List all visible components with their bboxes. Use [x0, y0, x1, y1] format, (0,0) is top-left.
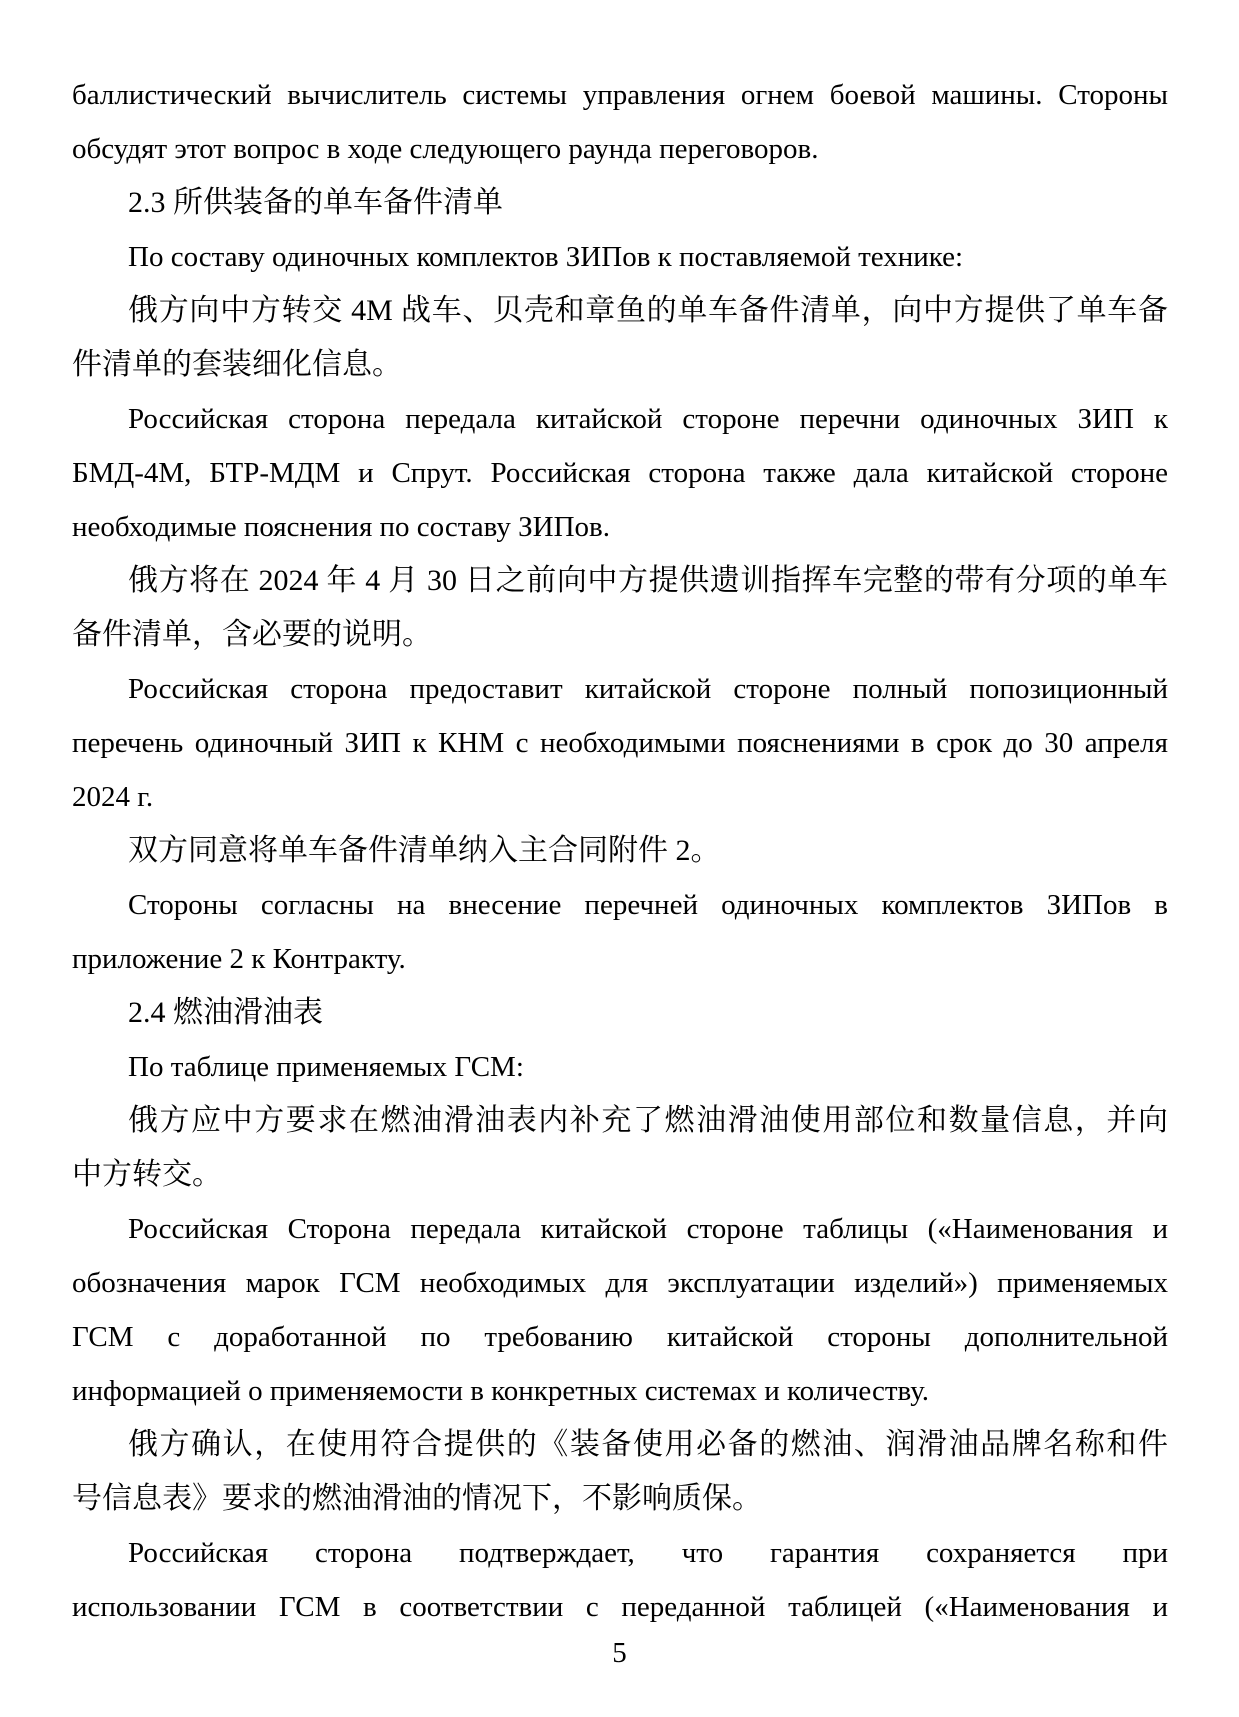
- text-line: обозначения марок ГСМ необходимых для эксплуатации изделий») применяемых: [72, 1267, 1168, 1299]
- text-line: 俄方向中方转交 4M 战车、贝壳和章鱼的单车备件清单，向中方提供了单车备: [128, 294, 1168, 327]
- text-line: 俄方应中方要求在燃油滑油表内补充了燃油滑油使用部位和数量信息，并向: [128, 1104, 1168, 1137]
- section-heading: 2.4 燃油滑油表: [128, 996, 323, 1029]
- text-line: необходимые пояснения по составу ЗИПов.: [72, 511, 610, 543]
- text-line: приложение 2 к Контракту.: [72, 943, 406, 975]
- text-line: информацией о применяемости в конкретных системах и количеству.: [72, 1375, 930, 1407]
- text-line: Российская Сторона передала китайской стороне таблицы («Наименования и: [128, 1213, 1168, 1245]
- text-line: 件清单的套装细化信息。: [72, 348, 402, 381]
- text-line: баллистический вычислитель системы управления огнем боевой машины. Стороны: [72, 79, 1168, 111]
- text-line: По таблице применяемых ГСМ:: [128, 1051, 524, 1083]
- text-line: 俄方确认，在使用符合提供的《装备使用必备的燃油、润滑油品牌名称和件: [128, 1428, 1168, 1461]
- text-line: Российская сторона подтверждает, что гарантия сохраняется при: [128, 1537, 1168, 1569]
- text-line: 中方转交。: [72, 1158, 222, 1191]
- text-line: обсудят этот вопрос в ходе следующего раунда переговоров.: [72, 133, 819, 165]
- text-line: использовании ГСМ в соответствии с переданной таблицей («Наименования и: [72, 1591, 1168, 1623]
- page-number: 5: [612, 1637, 627, 1669]
- text-line: Стороны согласны на внесение перечней одиночных комплектов ЗИПов в: [128, 889, 1168, 921]
- document-content: [72, 68, 1168, 1634]
- text-line: Российская сторона передала китайской стороне перечни одиночных ЗИП к: [128, 403, 1168, 435]
- text-line: Российская сторона предоставит китайской стороне полный попозиционный: [128, 673, 1168, 705]
- text-line: 号信息表》要求的燃油滑油的情况下，不影响质保。: [72, 1482, 762, 1515]
- text-line: 双方同意将单车备件清单纳入主合同附件 2。: [128, 834, 721, 867]
- text-line: 俄方将在 2024 年 4 月 30 日之前向中方提供遗训指挥车完整的带有分项的单车: [128, 564, 1168, 597]
- text-line: По составу одиночных комплектов ЗИПов к поставляемой технике:: [128, 241, 964, 273]
- text-line: БМД-4М, БТР-МДМ и Спрут. Российская сторона также дала китайской стороне: [72, 457, 1168, 489]
- text-line: перечень одиночный ЗИП к КНМ с необходимыми пояснениями в срок до 30 апреля: [72, 727, 1168, 759]
- text-line: 备件清单，含必要的说明。: [72, 618, 432, 651]
- text-line: ГСМ с доработанной по требованию китайской стороны дополнительной: [72, 1321, 1168, 1353]
- text-line: 2024 г.: [72, 781, 154, 813]
- section-heading: 2.3 所供装备的单车备件清单: [128, 186, 503, 219]
